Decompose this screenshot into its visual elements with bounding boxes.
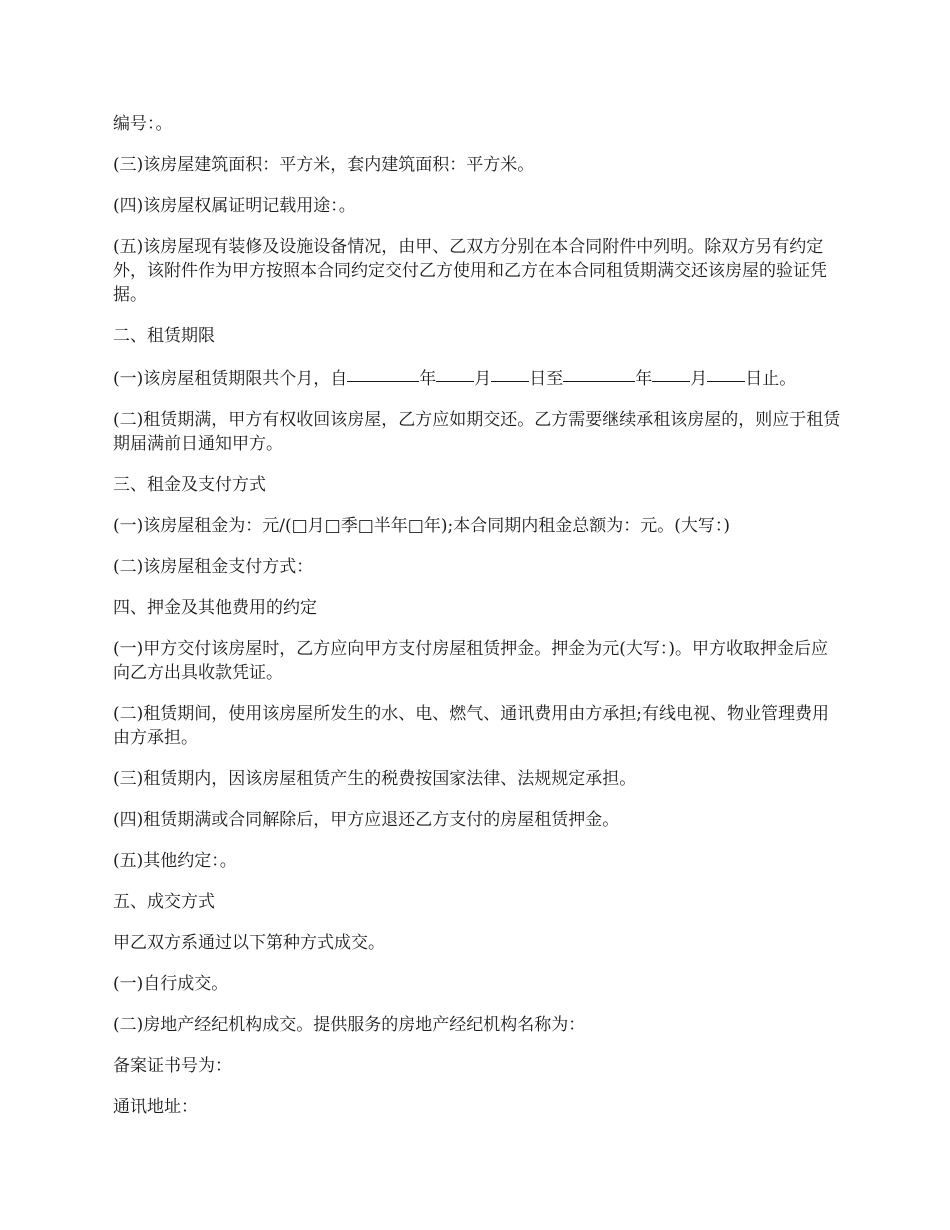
blank-end-day [707, 363, 745, 382]
paragraph-serial-number: 编号：。 [113, 114, 173, 134]
paragraph-agency-transaction: (二)房地产经纪机构成交。提供服务的房地产经纪机构名称为： [113, 1015, 586, 1035]
paragraph-certified-use: (四)该房屋权属证明记载用途：。 [113, 196, 356, 216]
section-heading-rent-payment: 三、租金及支付方式 [113, 475, 266, 495]
paragraph-self-transaction: (一)自行成交。 [113, 974, 229, 994]
paragraph-deposit: (一)甲方交付该房屋时，乙方应向甲方支付房屋租赁押金。押金为元(大写：)。甲方收取押金后应向乙方出具收款凭证。 [113, 639, 829, 683]
document-body [113, 112, 843, 1136]
paragraph-building-area: (三)该房屋建筑面积：平方米，套内建筑面积：平方米。 [113, 155, 535, 175]
section-heading-lease-term: 二、租赁期限 [113, 326, 215, 346]
blank-start-year [347, 363, 419, 382]
paragraph-rent-payment-method: (二)该房屋租金支付方式： [113, 557, 314, 577]
blank-end-year [563, 363, 635, 382]
paragraph-filing-certificate: 备案证书号为： [113, 1056, 232, 1076]
label-month-end: 月 [690, 369, 708, 389]
label-day-end: 日止。 [745, 369, 797, 389]
blank-start-day [491, 363, 529, 382]
label-year-end: 年 [635, 369, 653, 389]
paragraph-mailing-address: 通讯地址： [113, 1097, 198, 1117]
paragraph-other-terms: (五)其他约定：。 [113, 851, 237, 871]
paragraph-taxes: (三)租赁期内，因该房屋租赁产生的税费按国家法律、法规规定承担。 [113, 769, 637, 789]
lease-period-prefix: (一)该房屋租赁期限共个月，自 [113, 369, 348, 389]
paragraph-lease-period [113, 365, 843, 391]
label-year: 年 [419, 369, 437, 389]
blank-end-month [652, 363, 690, 382]
label-day-to: 日至 [529, 369, 564, 389]
paragraph-deposit-refund: (四)租赁期满或合同解除后，甲方应退还乙方支付的房屋租赁押金。 [113, 810, 620, 830]
paragraph-utility-fees: (二)租赁期间，使用该房屋所发生的水、电、燃气、通讯费用由方承担;有线电视、物业管理费用由方承担。 [113, 704, 829, 748]
label-month: 月 [474, 369, 492, 389]
paragraph-transaction-choice: 甲乙双方系通过以下第种方式成交。 [113, 933, 385, 953]
section-heading-deposit-fees: 四、押金及其他费用的约定 [113, 598, 317, 618]
paragraph-decoration-facilities: (五)该房屋现有装修及设施设备情况，由甲、乙双方分别在本合同附件中列明。除双方另有约定外，该附件作为甲方按照本合同约定交付乙方使用和乙方在本合同租赁期满交还该房屋的验证凭据。 [113, 237, 827, 305]
paragraph-lease-expiry: (二)租赁期满，甲方有权收回该房屋，乙方应如期交还。乙方需要继续承租该房屋的，则应于租赁期届满前日通知甲方。 [113, 410, 841, 454]
paragraph-rent-amount: (一)该房屋租金为：元/(□月□季□半年□年);本合同期内租金总额为：元。(大写：) [113, 516, 730, 536]
blank-start-month [436, 363, 474, 382]
section-heading-transaction-method: 五、成交方式 [113, 892, 215, 912]
